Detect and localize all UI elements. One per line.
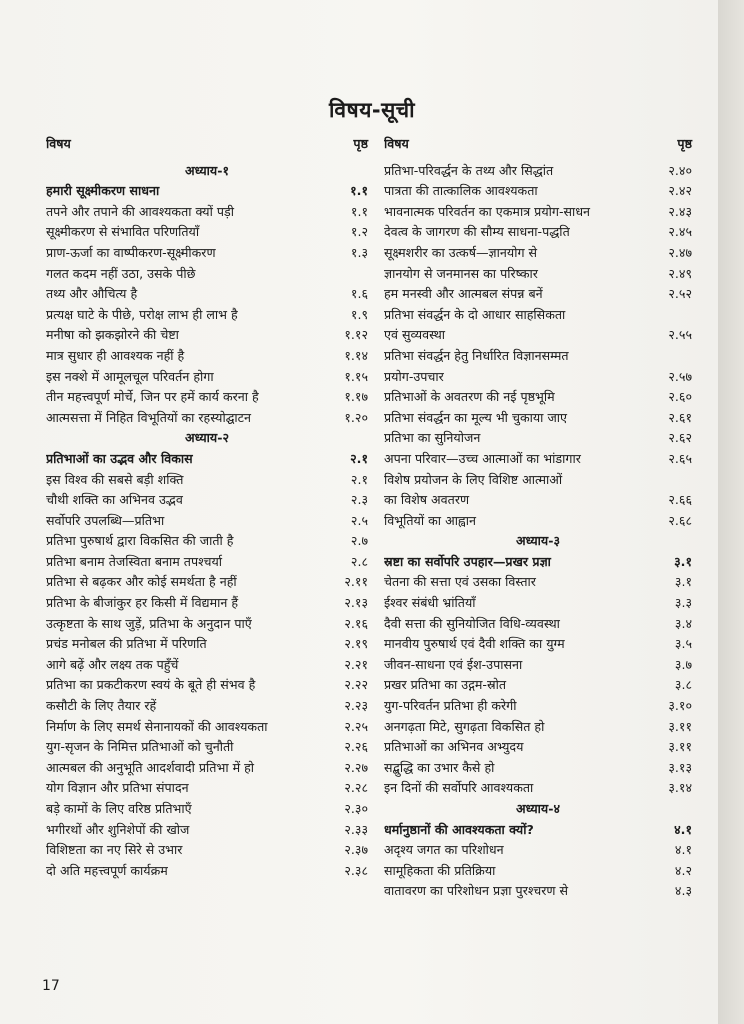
toc-entry-title: ईश्वर संबंधी भ्रांतियाँ — [384, 595, 476, 611]
toc-entry-title: प्रखर प्रतिभा का उद्गम-स्रोत — [384, 677, 507, 693]
toc-entry-page: २.१९ — [344, 636, 368, 652]
page-edge — [718, 0, 744, 1024]
toc-entry — [46, 614, 368, 635]
toc-entry — [384, 222, 692, 243]
toc-section-row — [384, 552, 692, 573]
toc-entry-page: २.३० — [344, 801, 368, 816]
toc-entry-title: प्रतिभा संवर्द्धन हेतु निर्धारित विज्ञानसम्मत — [384, 347, 569, 363]
toc-entry-title: धर्मानुष्ठानों की आवश्यकता क्यों? — [384, 821, 534, 837]
toc-entry — [384, 655, 692, 676]
toc-entry-title: प्रतिभा के बीजांकुर हर किसी में विद्यमान हैं — [46, 595, 239, 611]
toc-entry — [46, 490, 368, 511]
toc-entry-page: पृष्ठ — [677, 136, 692, 151]
toc-entry — [46, 655, 368, 676]
toc-entry-title: प्राण-ऊर्जा का वाष्पीकरण-सूक्ष्मीकरण — [46, 244, 216, 260]
toc-entry-page: २.८ — [350, 553, 368, 569]
toc-entry-title: गलत कदम नहीं उठा, उसके पीछे — [46, 265, 196, 281]
toc-entry — [46, 264, 368, 285]
toc-entry — [384, 840, 692, 861]
toc-entry-page: १.१ — [350, 203, 368, 219]
toc-entry-title: सद्बुद्धि का उभार कैसे हो — [384, 759, 495, 775]
toc-entry-page: २.३३ — [344, 821, 368, 837]
toc-entry-page: २.२३ — [344, 698, 368, 714]
toc-entry — [46, 552, 368, 573]
toc-entry — [46, 634, 368, 655]
toc-entry — [46, 593, 368, 614]
toc-entry-title: आत्मबल की अनुभूति आदर्शवादी प्रतिभा में हो — [46, 759, 255, 775]
toc-entry — [46, 305, 368, 326]
toc-entry-page: १.१७ — [344, 389, 368, 405]
toc-entry-title: मात्र सुधार ही आवश्यक नहीं है — [46, 347, 185, 363]
toc-entry-page: २.६१ — [668, 409, 692, 425]
toc-entry — [384, 161, 692, 182]
toc-entry — [384, 490, 692, 511]
toc-entry-title: दो अति महत्त्वपूर्ण कार्यक्रम — [46, 862, 168, 878]
toc-entry-title: एवं सुव्यवस्था — [384, 327, 446, 343]
toc-entry-page: २.४५ — [668, 224, 692, 240]
toc-entry-title: प्रतिभा का सुनियोजन — [384, 430, 481, 446]
toc-entry — [46, 243, 368, 264]
toc-entry-page: ३.४ — [674, 615, 692, 631]
toc-entry — [46, 202, 368, 223]
toc-entry-page: ३.८ — [674, 677, 692, 693]
toc-entry-page: ३.१४ — [668, 780, 692, 796]
toc-entry-page: २.७ — [350, 533, 368, 549]
toc-entry-title: तीन महत्त्वपूर्ण मोर्चे, जिन पर हमें कार्य करना है — [46, 389, 259, 405]
toc-entry-title: आगे बढ़ें और लक्ष्य तक पहुँचें — [46, 656, 179, 672]
toc-entry-page: ३.५ — [674, 636, 692, 652]
toc-entry-page: ३.११ — [668, 718, 692, 734]
toc-entry-page: २.६० — [668, 389, 692, 405]
toc-entry-title: विशेष प्रयोजन के लिए विशिष्ट आत्माओं — [384, 471, 563, 487]
toc-entry — [384, 881, 692, 902]
toc-entry — [384, 387, 692, 408]
toc-entry — [384, 470, 692, 491]
toc-entry — [384, 717, 692, 738]
toc-entry-title: का विशेष अवतरण — [384, 492, 470, 508]
toc-entry-title: चौथी शक्ति का अभिनव उद्भव — [46, 492, 183, 508]
toc-entry-title: निर्माण के लिए समर्थ सेनानायकों की आवश्यकता — [46, 718, 268, 734]
toc-entry-title: जीवन-साधना एवं ईश-उपासना — [384, 656, 523, 672]
toc-entry-page: १.१२ — [344, 327, 368, 343]
toc-entry-title: अपना परिवार—उच्च आत्माओं का भांडागार — [384, 450, 581, 466]
toc-entry-title: प्रतिभा पुरुषार्थ द्वारा विकसित की जाती है — [46, 533, 234, 549]
toc-entry — [384, 861, 692, 882]
toc-entry-title: चेतना की सत्ता एवं उसका विस्तार — [384, 574, 536, 590]
toc-entry-page: २.१ — [350, 471, 368, 487]
toc-entry — [384, 181, 692, 202]
toc-entry-title: मनीषा को झकझोरने की चेष्टा — [46, 327, 179, 343]
toc-entry — [384, 367, 692, 388]
toc-entry-page: २.६२ — [668, 430, 692, 446]
toc-entry — [384, 202, 692, 223]
toc-entry — [384, 284, 692, 305]
toc-entry-page: ४.१ — [674, 842, 692, 858]
toc-entry-page: १.२० — [344, 409, 368, 425]
toc-entry-title: युग-परिवर्तन प्रतिभा ही करेगी — [384, 698, 517, 714]
toc-entry-title: अदृश्य जगत का परिशोधन — [384, 842, 504, 858]
toc-entry — [384, 778, 692, 799]
toc-entry — [46, 820, 368, 841]
toc-entry-page: ३.११ — [668, 739, 692, 755]
toc-entry-title: योग विज्ञान और प्रतिभा संपादन — [46, 780, 189, 796]
toc-entry-title: विषय — [384, 136, 409, 151]
toc-entry-page: २.१६ — [344, 615, 368, 631]
toc-left-column — [46, 134, 368, 881]
toc-entry-title: सूक्ष्मीकरण से संभावित परिणतियाँ — [46, 224, 200, 240]
toc-entry — [384, 428, 692, 449]
toc-entry-page: ४.२ — [674, 862, 692, 878]
toc-entry-page: २.५ — [350, 512, 368, 528]
toc-entry-page: ४.१ — [674, 821, 692, 837]
toc-entry — [46, 325, 368, 346]
toc-entry-page: १.१ — [350, 183, 368, 199]
toc-entry — [46, 470, 368, 491]
toc-entry — [46, 799, 368, 820]
toc-entry-title: प्रतिभा बनाम तेजस्विता बनाम तपश्चर्या — [46, 553, 223, 569]
toc-entry-title: प्रतिभा-परिवर्द्धन के तथ्य और सिद्धांत — [384, 162, 554, 178]
page-number: 17 — [42, 978, 60, 994]
toc-entry — [384, 614, 692, 635]
toc-entry-page: २.४७ — [668, 244, 692, 260]
toc-entry — [384, 449, 692, 470]
toc-entry — [46, 222, 368, 243]
toc-entry — [384, 737, 692, 758]
toc-entry-page: ३.३ — [674, 595, 692, 611]
toc-entry-page: २.११ — [344, 574, 368, 590]
toc-entry-title: कसौटी के लिए तैयार रहें — [46, 698, 157, 714]
toc-entry-title: इस विश्व की सबसे बड़ी शक्ति — [46, 471, 184, 487]
toc-entry-title: स्रष्टा का सर्वोपरि उपहार—प्रखर प्रज्ञा — [384, 553, 551, 569]
toc-entry — [384, 634, 692, 655]
page-title: विषय-सूची — [328, 98, 416, 122]
toc-entry — [46, 737, 368, 758]
toc-entry-title: सामूहिकता की प्रतिक्रिया — [384, 862, 496, 878]
toc-column-header — [384, 134, 692, 155]
toc-entry — [384, 675, 692, 696]
chapter-heading: अध्याय-१ — [184, 162, 229, 178]
toc-entry-page: १.६ — [350, 286, 368, 302]
toc-entry-title: प्रतिभाओं के अवतरण की नई पृष्ठभूमि — [384, 389, 555, 405]
toc-entry-page: ३.१ — [674, 574, 692, 590]
toc-entry — [46, 387, 368, 408]
toc-entry-title: प्रतिभा संवर्द्धन के दो आधार साहसिकता — [384, 306, 566, 322]
toc-entry — [384, 305, 692, 326]
toc-section-row — [46, 181, 368, 202]
toc-entry-page: २.२१ — [344, 656, 368, 672]
toc-entry-title: आत्मसत्ता में निहित विभूतियों का रहस्योद्घाटन — [46, 409, 252, 425]
toc-entry-page: २.४३ — [668, 203, 692, 219]
toc-entry-page: २.२२ — [344, 677, 368, 693]
toc-entry-title: बड़े कामों के लिए वरिष्ठ प्रतिभाएँ — [46, 801, 192, 816]
toc-entry-page: २.१३ — [344, 595, 368, 611]
chapter-heading: अध्याय-२ — [184, 430, 229, 446]
toc-entry — [46, 346, 368, 367]
toc-entry — [46, 511, 368, 532]
toc-entry-title: हमारी सूक्ष्मीकरण साधना — [46, 183, 160, 199]
toc-entry-title: प्रतिभाओं का अभिनव अभ्युदय — [384, 739, 524, 755]
toc-entry — [384, 696, 692, 717]
toc-entry-title: वातावरण का परिशोधन प्रज्ञा पुरश्चरण से — [384, 883, 568, 899]
toc-entry-title: इन दिनों की सर्वोपरि आवश्यकता — [384, 780, 534, 796]
toc-entry-title: प्रतिभा संवर्द्धन का मूल्य भी चुकाया जाए — [384, 409, 568, 425]
toc-entry-page: २.३७ — [344, 842, 368, 858]
toc-column-header — [46, 134, 368, 155]
toc-entry-title: प्रत्यक्ष घाटे के पीछे, परोक्ष लाभ ही लाभ है — [46, 306, 238, 322]
toc-entry-title: दैवी सत्ता की सुनियोजित विधि-व्यवस्था — [384, 615, 560, 631]
toc-entry-title: हम मनस्वी और आत्मबल संपन्न बनें — [384, 286, 543, 302]
toc-entry — [46, 284, 368, 305]
toc-entry-title: तथ्य और औचित्य है — [46, 286, 138, 302]
toc-entry — [46, 675, 368, 696]
toc-entry-title: सर्वोपरि उपलब्धि—प्रतिभा — [46, 512, 165, 528]
toc-entry — [46, 778, 368, 799]
toc-entry-title: प्रतिभा का प्रकटीकरण स्वयं के बूते ही संभव है — [46, 677, 256, 693]
toc-entry-page: १.३ — [350, 244, 368, 260]
toc-entry — [46, 408, 368, 429]
toc-entry-page: २.६५ — [668, 450, 692, 466]
toc-entry-title: भगीरथों और शुनिशेपों की खोज — [46, 821, 190, 837]
toc-entry-title: सूक्ष्मशरीर का उत्कर्ष—ज्ञानयोग से — [384, 244, 538, 260]
toc-entry-page: २.३८ — [344, 862, 368, 878]
toc-entry-title: देवत्व के जागरण की सौम्य साधना-पद्धति — [384, 224, 570, 240]
toc-entry-page: २.२७ — [344, 759, 368, 775]
toc-entry-page: २.५७ — [668, 368, 692, 384]
toc-entry-title: उत्कृष्टता के साथ जुड़ें, प्रतिभा के अनुदान पाएँ — [46, 615, 252, 631]
toc-right-column — [384, 134, 692, 902]
toc-entry — [384, 264, 692, 285]
toc-entry-title: मानवीय पुरुषार्थ एवं दैवी शक्ति का युग्म — [384, 636, 565, 652]
toc-entry-title: अनगढ़ता मिटे, सुगढ़ता विकसित हो — [384, 718, 545, 734]
toc-entry — [46, 840, 368, 861]
toc-entry — [46, 696, 368, 717]
toc-entry — [384, 325, 692, 346]
toc-entry-title: विषय — [46, 136, 71, 151]
toc-entry-page: २.३ — [350, 492, 368, 508]
toc-entry-page: ३.७ — [674, 656, 692, 672]
toc-entry-page: ४.३ — [674, 883, 692, 899]
toc-entry-page: २.२६ — [344, 739, 368, 755]
toc-entry-title: ज्ञानयोग से जनमानस का परिष्कार — [384, 265, 538, 281]
toc-entry-page: २.४२ — [668, 183, 692, 199]
toc-entry-page: २.४० — [668, 162, 692, 178]
toc-entry — [384, 758, 692, 779]
toc-entry — [46, 572, 368, 593]
toc-section-row — [384, 820, 692, 841]
toc-entry-title: प्रतिभाओं का उद्भव और विकास — [46, 450, 193, 466]
chapter-heading: अध्याय-३ — [515, 533, 560, 549]
toc-entry-page: २.६८ — [668, 512, 692, 528]
toc-entry — [384, 572, 692, 593]
toc-entry-title: पात्रता की तात्कालिक आवश्यकता — [384, 183, 538, 199]
toc-entry-page: १.२ — [350, 224, 368, 240]
toc-entry-page: १.१५ — [344, 368, 368, 384]
toc-entry-page: पृष्ठ — [353, 136, 368, 151]
toc-entry-page: १.९ — [350, 306, 368, 322]
toc-entry-page: २.४९ — [668, 265, 692, 281]
toc-entry — [46, 861, 368, 882]
toc-entry-title: युग-सृजन के निमित्त प्रतिभाओं को चुनौती — [46, 739, 234, 755]
toc-entry — [384, 243, 692, 264]
toc-entry-page: २.५२ — [668, 286, 692, 302]
toc-entry — [384, 511, 692, 532]
toc-entry-page: २.६६ — [668, 492, 692, 508]
toc-entry-title: विभूतियों का आह्वान — [384, 512, 477, 528]
toc-section-row — [46, 449, 368, 470]
toc-entry-title: इस नक्शे में आमूलचूल परिवर्तन होगा — [46, 368, 214, 384]
toc-entry-title: प्रयोग-उपचार — [384, 368, 444, 384]
toc-entry — [384, 593, 692, 614]
toc-entry-page: ३.१० — [668, 698, 692, 714]
toc-entry — [46, 717, 368, 738]
toc-entry-page: २.२५ — [344, 718, 368, 734]
toc-entry — [384, 408, 692, 429]
toc-entry-page: ३.१ — [674, 553, 692, 569]
toc-entry — [46, 367, 368, 388]
toc-entry-page: १.१४ — [344, 347, 368, 363]
toc-entry — [46, 758, 368, 779]
toc-entry-title: तपने और तपाने की आवश्यकता क्यों पड़ी — [46, 203, 234, 219]
toc-entry-title: भावनात्मक परिवर्तन का एकमात्र प्रयोग-साधन — [384, 203, 591, 219]
chapter-heading: अध्याय-४ — [515, 801, 560, 816]
toc-entry-title: प्रतिभा से बढ़कर और कोई समर्थता है नहीं — [46, 574, 237, 590]
toc-entry — [384, 346, 692, 367]
toc-entry — [46, 531, 368, 552]
toc-entry-page: ३.१३ — [668, 759, 692, 775]
toc-entry-page: २.२८ — [344, 780, 368, 796]
toc-entry-page: २.१ — [350, 450, 368, 466]
toc-entry-title: विशिष्टता का नए सिरे से उभार — [46, 842, 183, 858]
toc-entry-page: २.५५ — [668, 327, 692, 343]
toc-entry-title: प्रचंड मनोबल की प्रतिभा में परिणति — [46, 636, 207, 652]
